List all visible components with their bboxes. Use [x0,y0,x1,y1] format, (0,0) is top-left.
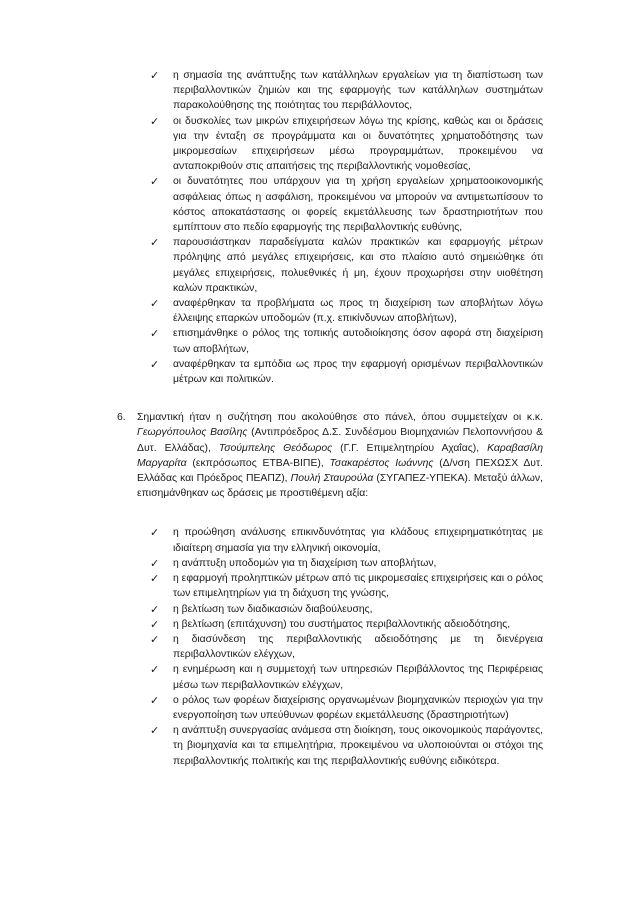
list-item-text: οι δυνατότητες που υπάρχουν για τη χρήση εργαλείων χρηματοοικονομικής ασφάλειας όπως η ασφάλιση, προκειμένου να μπορούν να αντιμετωπίσουν το κόστος αποκατάστασης οι φορείς εκμετάλλευσης των δραστηριοτήτων που εμπίπτουν στο πεδίο εφαρμογής της περιβαλλοντικής ευθύνης, [173,176,543,234]
panelist-name: Γεωργόπουλος Βασίλης [137,427,248,439]
list-item [150,662,543,692]
checkmark-icon: ✓ [150,114,160,128]
paragraph-number: 6. [117,412,126,424]
list-item [150,571,543,601]
list-item-text: επισημάνθηκε ο ρόλος της τοπικής αυτοδιοίκησης όσον αφορά στη διαχείριση των αποβλήτων, [173,328,543,355]
list-item-text: η βελτίωση (επιτάχυνση) του συστήματος περιβαλλοντικής αδειοδότησης, [173,618,511,630]
list-item [150,174,543,235]
list-item [150,357,543,387]
panelist-name: Πουλή Σταυρούλα [290,473,374,485]
checkmark-icon: ✓ [150,632,160,646]
panelist-name: Τσακαρέστος Ιωάννης [329,457,434,469]
list-item-text: ο ρόλος των φορέων διαχείρισης οργανωμένων βιομηχανικών περιοχών για την ενεργοποίηση των υπεύθυνων φορέων εκμετάλλευσης (δραστηριοτήτων) [173,694,543,721]
list-item [150,525,543,555]
list-item-text: η σημασία της ανάπτυξης των κατάλληλων εργαλείων για τη διαπίστωση των περιβαλλοντικών ζημιών και της εφαρμογής των κατάλληλων συστημάτων παρακολούθησης της ποιότητας του περιβάλλοντος, [173,70,543,112]
list-item [150,556,543,571]
checkmark-icon: ✓ [150,572,160,586]
checkmark-icon: ✓ [150,556,160,570]
checkmark-icon: ✓ [150,617,160,631]
list-item [150,693,543,723]
paragraph-text: (Γ.Γ. Επιμελητηρίου Αχαΐας), [332,442,488,454]
checkmark-icon: ✓ [150,526,160,540]
checkmark-icon: ✓ [150,602,160,616]
paragraph-text: Σημαντική ήταν η συζήτηση που ακολούθησε στο πάνελ, όπου συμμετείχαν οι κ.κ. [137,412,543,424]
paragraph-text: (ΣΥΓΑΠΕΖ-ΥΠΕΚΑ). Μεταξύ άλλων, επισημάνθηκαν ως δράσεις με προστιθέμενη αξία: [137,473,543,500]
paragraph-text: (Δ/νση ΠΕΧΩΣΧ Δυτ. Ελλάδας και Πρόεδρος ΠΕΑΠΖ), [137,457,543,485]
checkmark-icon: ✓ [150,663,160,677]
list-item-text: η προώθηση ανάλυσης επικινδυνότητας για κλάδους επιχειρηματικότητας με ιδιαίτερη σημασία για την ελληνική οικονομία, [173,527,543,554]
checkmark-icon: ✓ [150,724,160,738]
paragraph-text: (Αντιπρόεδρος Δ.Σ. Συνδέσμου Βιομηχανιών Πελοποννήσου & Δυτ. Ελλάδας), [137,427,543,454]
list-item [150,617,543,632]
checkmark-icon: ✓ [150,693,160,707]
checkmark-icon: ✓ [150,327,160,341]
checkmark-icon: ✓ [150,357,160,371]
checklist-findings [150,68,543,387]
list-item [150,68,543,114]
list-item-text: αναφέρθηκαν τα προβλήματα ως προς τη διαχείριση των αποβλήτων λόγω έλλειψης επαρκών υποδομών (π.χ. επικίνδυνων αποβλήτων), [173,298,543,325]
checkmark-icon: ✓ [150,236,160,250]
paragraph-text: (εκπρόσωπος ΕΤΒΑ-ΒΙΠΕ), [186,457,330,469]
checkmark-icon: ✓ [150,297,160,311]
list-item [150,723,543,769]
list-item-text: οι δυσκολίες των μικρών επιχειρήσεων λόγω της κρίσης, καθώς και οι δράσεις για την ένταξη σε προγράμματα και οι δυνατότητες χρηματοδότησης των μικρομεσαίων επιχειρήσεων μέσω προγραμμάτων, προκειμένου να ανταποκριθούν στις απαιτήσεις της περιβαλλοντικής νομοθεσίας, [173,115,543,173]
list-item [150,114,543,175]
list-item-text: η εφαρμογή προληπτικών μέτρων από τις μικρομεσαίες επιχειρήσεις και ο ρόλος των επιμελητηρίων για τη διάχυση της γνώσης, [173,573,543,600]
list-item [150,296,543,326]
checkmark-icon: ✓ [150,175,160,189]
list-item-text: αναφέρθηκαν τα εμπόδια ως προς την εφαρμογή ορισμένων περιβαλλοντικών μέτρων και πολιτικών. [173,358,543,386]
list-item-text: η ανάπτυξη συνεργασίας ανάμεσα στη διοίκηση, τους οικονομικούς παράγοντες, τη βιομηχανία και τα επιμελητήρια, προκειμένου να υλοποιούνται οι στόχοι της περιβαλλοντικής πολιτικής και της περιβαλλοντικής ευθύνης ειδικότερα. [173,725,543,767]
list-item-text: παρουσιάστηκαν παραδείγματα καλών πρακτικών και εφαρμογής μέτρων πρόληψης από μεγάλες επιχειρήσεις, και στο πλαίσιο αυτό σημειώθηκε ότι μεγάλες επιχειρήσεις, πολυεθνικές ή μη, έχουν προχωρήσει στην υιοθέτηση καλών πρακτικών, [173,237,543,294]
list-item-text: η βελτίωση των διαδικασιών διαβούλευσης, [173,603,373,615]
checkmark-icon: ✓ [150,69,160,82]
checklist-actions [150,525,543,768]
list-item [150,326,543,356]
list-item-text: η ενημέρωση και η συμμετοχή των υπηρεσιών Περιβάλλοντος της Περιφέρειας μέσω των περιβαλλοντικών ελέγχων, [173,664,543,691]
list-item-text: η ανάπτυξη υποδομών για τη διαχείριση των αποβλήτων, [173,557,437,569]
list-item-text: η διασύνδεση της περιβαλλοντικής αδειοδότησης με τη διενέργεια περιβαλλοντικών ελέγχων, [173,633,543,661]
panelist-name: Καραβασίλη Μαργαρίτα [137,442,543,469]
list-item [150,632,543,662]
numbered-paragraph-6 [117,410,543,501]
panelist-name: Τσούμπελης Θεόδωρος [218,442,333,454]
list-item [150,235,543,296]
list-item [150,602,543,617]
